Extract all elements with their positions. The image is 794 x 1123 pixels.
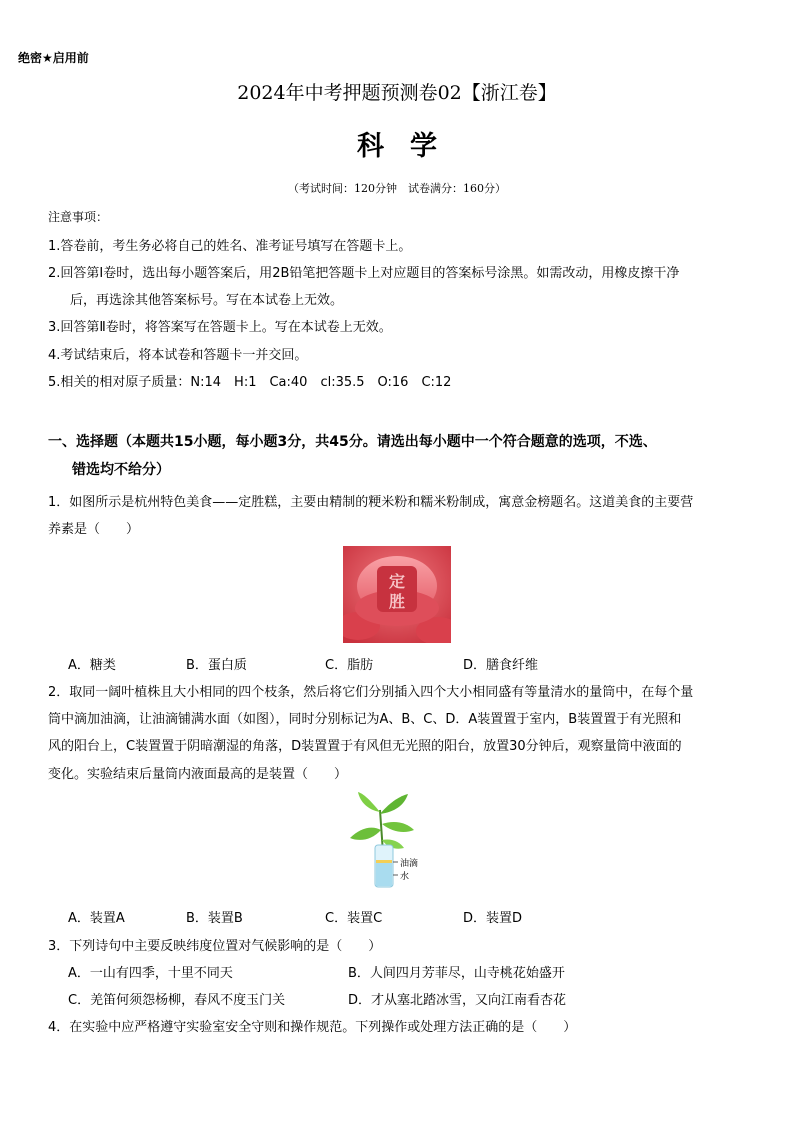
plant-in-cylinder-image [342, 790, 452, 890]
exam-info: （考试时间：120分钟 试卷满分：160分） [288, 182, 506, 195]
cake-text: 胜 [388, 592, 406, 611]
option-c: C．羌笛何须怨杨柳，春风不度玉门关 [68, 993, 286, 1008]
section-heading: 一、选择题（本题共15小题，每小题3分，共45分。请选出每小题中一个符合题意的选项，不选、 [48, 434, 657, 450]
notes-heading: 注意事项： [48, 210, 109, 224]
note-item: 3.回答第Ⅱ卷时，将答案写在答题卡上。写在本试卷上无效。 [48, 320, 392, 335]
option-c: C．脂肪 [325, 658, 374, 673]
option-d: D．装置D [463, 911, 523, 926]
question-2-stem: 2．取同一阔叶植株且大小相同的四个枝条，然后将它们分别插入四个大小相同盛有等量清水的量筒中，在每个量 [48, 685, 694, 700]
question-2-stem-cont: 变化。实验结束后量筒内液面最高的是装置（ ） [48, 767, 348, 782]
note-item: 5.相关的相对原子质量：N:14 H:1 Ca:40 cl:35.5 O:16 C:12 [48, 375, 452, 390]
option-b: B．人间四月芳菲尽，山寺桃花始盛开 [348, 966, 565, 981]
option-d: D．才从塞北踏冰雪，又向江南看杏花 [348, 993, 567, 1008]
label-oil: 油滴 [400, 859, 419, 869]
option-a: A．装置A [68, 911, 125, 926]
note-item: 后，再选涂其他答案标号。写在本试卷上无效。 [70, 293, 344, 308]
option-a: A．糖类 [68, 658, 116, 673]
question-1-stem: 1．如图所示是杭州特色美食——定胜糕，主要由精制的粳米粉和糯米粉制成，寓意金榜题名。这道美食的主要营 [48, 495, 694, 510]
exam-title: 2024年中考押题预测卷02【浙江卷】 [237, 82, 557, 104]
note-item: 1.答卷前，考生务必将自己的姓名、准考证号填写在答题卡上。 [48, 239, 412, 254]
option-c: C．装置C [325, 911, 383, 926]
question-2-stem-cont: 筒中滴加油滴，让油滴铺满水面（如图），同时分别标记为A、B、C、D．A装置置于室内，B装置置于有光照和 [48, 712, 682, 727]
option-a: A．一山有四季，十里不同天 [68, 966, 233, 981]
cake-text: 定 [388, 572, 406, 591]
question-1-stem-cont: 养素是（ ） [48, 522, 140, 537]
label-water: 水 [400, 872, 410, 882]
option-b: B．蛋白质 [186, 658, 247, 673]
option-d: D．膳食纤维 [463, 658, 539, 673]
subject-title: 科学 [357, 131, 463, 162]
section-heading-cont: 错选均不给分） [72, 462, 170, 478]
note-item: 4.考试结束后，将本试卷和答题卡一并交回。 [48, 348, 308, 363]
question-3-stem: 3．下列诗句中主要反映纬度位置对气候影响的是（ ） [48, 939, 382, 954]
secret-mark: 绝密★启用前 [18, 51, 89, 65]
question-2-stem-cont: 风的阳台上，C装置置于阴暗潮湿的角落，D装置置于有风但无光照的阳台，放置30分钟后，观察量筒中液面的 [48, 739, 682, 754]
dingsheng-cake-image [343, 546, 451, 643]
option-b: B．装置B [186, 911, 243, 926]
question-4-stem: 4．在实验中应严格遵守实验室安全守则和操作规范。下列操作或处理方法正确的是（ ） [48, 1020, 577, 1035]
note-item: 2.回答第Ⅰ卷时，选出每小题答案后，用2B铅笔把答题卡上对应题目的答案标号涂黑。如需改动，用橡皮擦干净 [48, 266, 680, 281]
